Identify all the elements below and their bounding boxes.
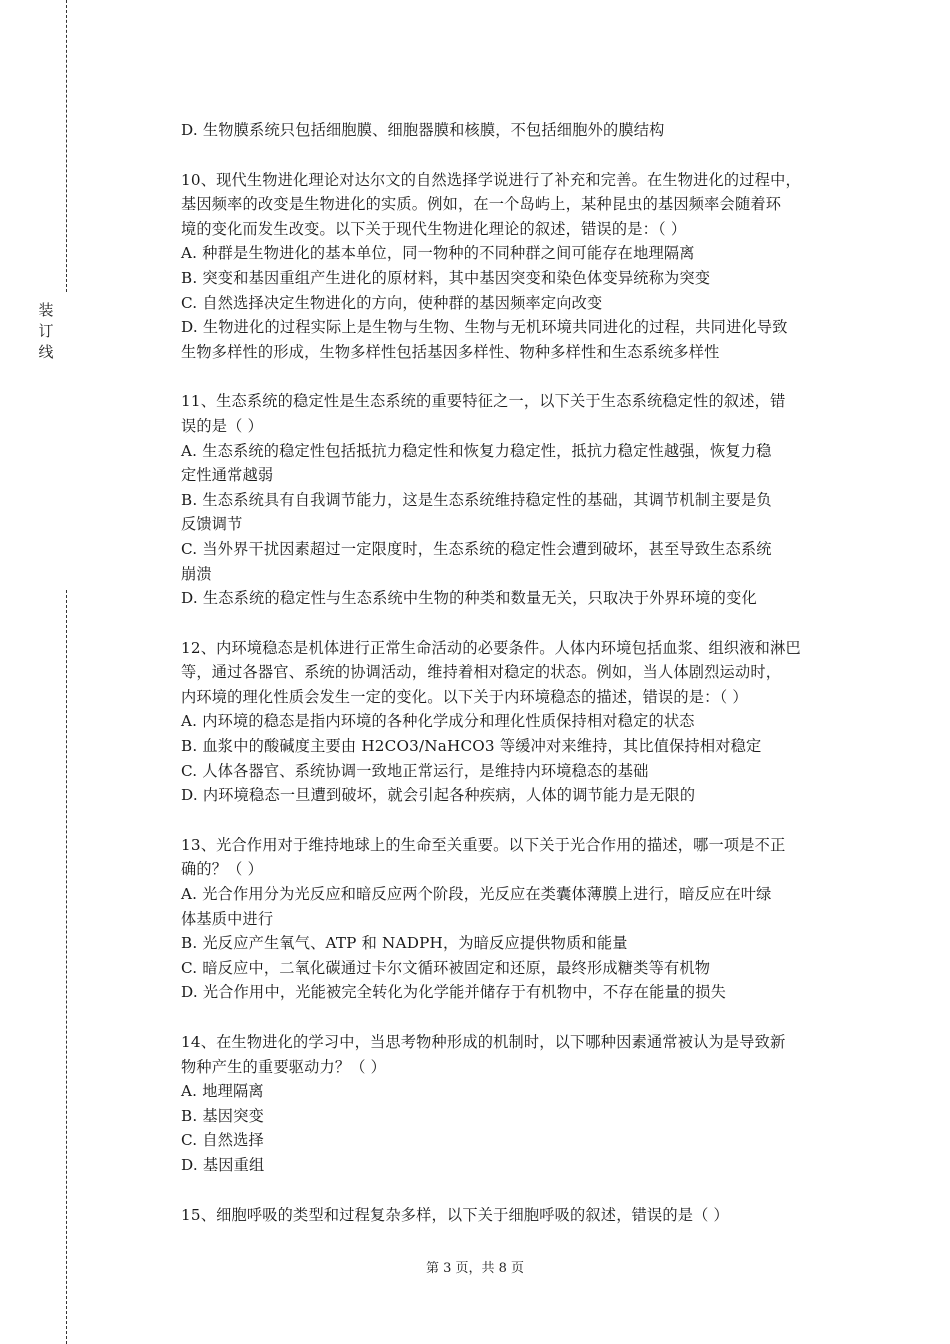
option-c: C. 暗反应中，二氧化碳通过卡尔文循环被固定和还原，最终形成糖类等有机物 (181, 958, 711, 977)
option-a: A. 生态系统的稳定性包括抵抗力稳定性和恢复力稳定性，抵抗力稳定性越强，恢复力稳 (181, 441, 772, 460)
question-stem-line: 15、细胞呼吸的类型和过程复杂多样，以下关于细胞呼吸的叙述，错误的是（ ） (181, 1205, 729, 1224)
binding-label (36, 300, 56, 363)
question-11 (181, 389, 841, 610)
question-stem-line: 12、内环境稳态是机体进行正常生命活动的必要条件。人体内环境包括血浆、组织液和淋巴 (181, 638, 801, 657)
option-b: B. 基因突变 (181, 1106, 264, 1125)
question-stem-line: 等，通过各器官、系统的协调活动，维持着相对稳定的状态。例如，当人体剧烈运动时， (181, 663, 782, 682)
question-12 (181, 636, 841, 808)
option-a: A. 地理隔离 (181, 1082, 264, 1101)
option-b: B. 血浆中的酸碱度主要由 H2CO3/NaHCO3 等缓冲对来维持，其比值保持相对稳定 (181, 737, 762, 756)
option-b: B. 光反应产生氧气、ATP 和 NADPH，为暗反应提供物质和能量 (181, 934, 628, 953)
option-c: C. 当外界干扰因素超过一定限度时，生态系统的稳定性会遭到破坏，甚至导致生态系统 (181, 539, 772, 558)
page-footer: 第 3 页，共 8 页 (425, 1261, 525, 1276)
option-a-continued: 定性通常越弱 (181, 466, 274, 485)
binding-label-char: 装 (38, 301, 54, 319)
question-stem-line: 11、生态系统的稳定性是生态系统的重要特征之一，以下关于生态系统稳定性的叙述，错 (181, 392, 786, 411)
exam-content (181, 118, 841, 1227)
binding-dashed-line-top (66, 0, 67, 292)
option-a-continued: 体基质中进行 (181, 909, 274, 928)
question-stem-line: 确的？（ ） (181, 860, 263, 879)
question-stem-line: 内环境的理化性质会发生一定的变化。以下关于内环境稳态的描述，错误的是：（ ） (181, 687, 748, 706)
question-stem-line: 14、在生物进化的学习中，当思考物种形成的机制时，以下哪种因素通常被认为是导致新 (181, 1033, 786, 1051)
option-c: C. 自然选择 (181, 1131, 264, 1150)
question-10 (181, 168, 841, 365)
question-stem-line: 基因频率的改变是生物进化的实质。例如，在一个岛屿上，某种昆虫的基因频率会随着环 (181, 195, 782, 214)
option-b: B. 突变和基因重组产生进化的原材料，其中基因突变和染色体变异统称为突变 (181, 268, 711, 287)
leading-option (181, 118, 841, 143)
option-a: A. 种群是生物进化的基本单位，同一物种的不同种群之间可能存在地理隔离 (181, 244, 695, 263)
option-d-continued: 生物多样性的形成，生物多样性包括基因多样性、物种多样性和生态系统多样性 (181, 342, 720, 361)
option-d: D. 生物进化的过程实际上是生物与生物、生物与无机环境共同进化的过程，共同进化导致 (181, 318, 788, 337)
option-d: D. 基因重组 (181, 1155, 265, 1174)
option-b-continued: 反馈调节 (181, 515, 243, 534)
option-d: D. 生态系统的稳定性与生态系统中生物的种类和数量无关，只取决于外界环境的变化 (181, 589, 757, 608)
question-13 (181, 833, 841, 1005)
option-a: A. 内环境的稳态是指内环境的各种化学成分和理化性质保持相对稳定的状态 (181, 712, 695, 731)
option-c-continued: 崩溃 (181, 564, 212, 583)
option-d: D. 光合作用中，光能被完全转化为化学能并储存于有机物中，不存在能量的损失 (181, 983, 727, 1002)
option-b: B. 生态系统具有自我调节能力，这是生态系统维持稳定性的基础，其调节机制主要是负 (181, 490, 772, 509)
question-stem-line: 13、光合作用对于维持地球上的生命至关重要。以下关于光合作用的描述，哪一项是不正 (181, 835, 786, 854)
option-d: D. 内环境稳态一旦遭到破坏，就会引起各种疾病，人体的调节能力是无限的 (181, 786, 696, 805)
question-stem-line: 10、现代生物进化理论对达尔文的自然选择学说进行了补充和完善。在生物进化的过程中， (181, 170, 801, 189)
binding-dashed-line-bottom (66, 590, 67, 1344)
option-c: C. 人体各器官、系统协调一致地正常运行，是维持内环境稳态的基础 (181, 761, 649, 780)
question-15 (181, 1203, 841, 1228)
binding-label-char: 线 (38, 343, 54, 361)
question-stem-line: 物种产生的重要驱动力？（ ） (181, 1057, 387, 1076)
binding-label-char: 订 (38, 322, 54, 340)
text-line: D. 生物膜系统只包括细胞膜、细胞器膜和核膜，不包括细胞外的膜结构 (181, 121, 665, 139)
option-a: A. 光合作用分为光反应和暗反应两个阶段，光反应在类囊体薄膜上进行，暗反应在叶绿 (181, 885, 772, 904)
option-c: C. 自然选择决定生物进化的方向，使种群的基因频率定向改变 (181, 293, 603, 312)
question-14 (181, 1030, 841, 1178)
question-stem-line: 误的是（ ） (181, 416, 263, 435)
question-stem-line: 境的变化而发生改变。以下关于现代生物进化理论的叙述，错误的是：（ ） (181, 219, 687, 238)
